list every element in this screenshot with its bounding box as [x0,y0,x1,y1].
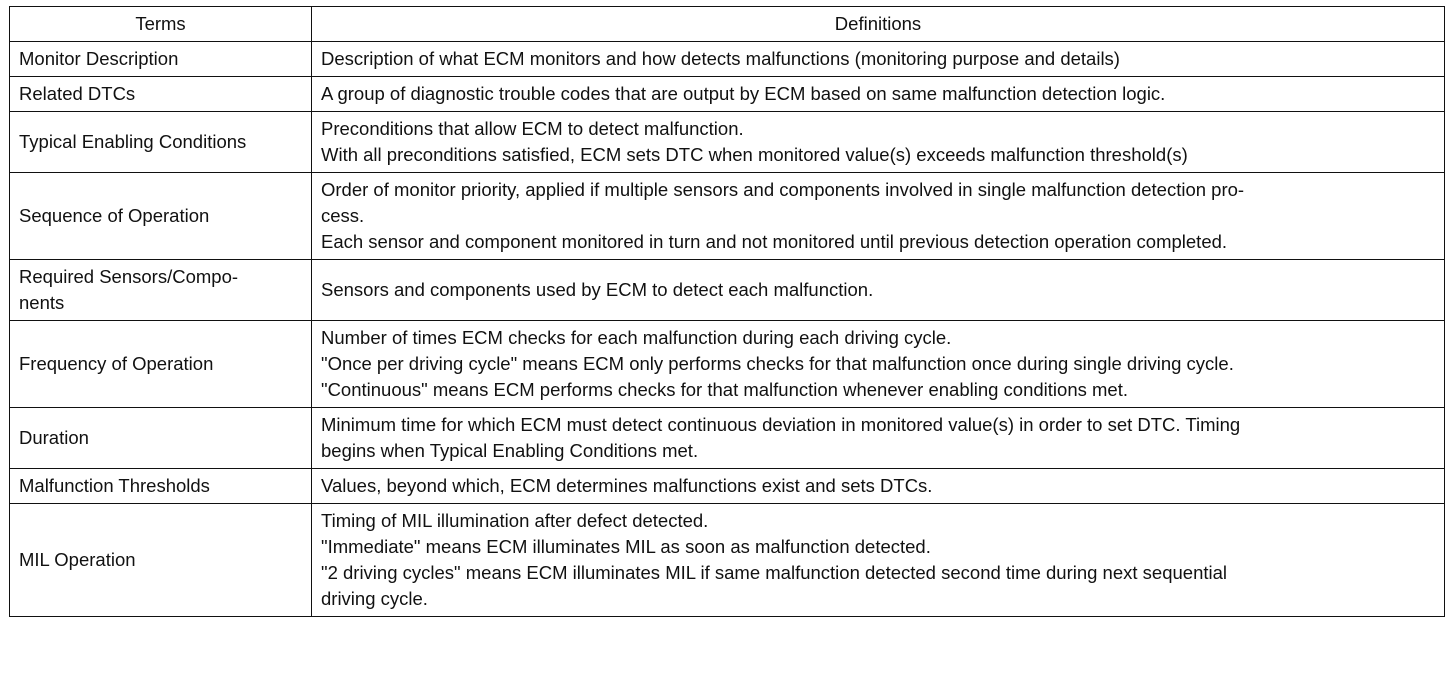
term-cell: MIL Operation [10,504,312,617]
definition-line: Values, beyond which, ECM determines malfunctions exist and sets DTCs. [321,475,933,496]
table-row [10,42,1445,77]
table-row [10,408,1445,469]
terms-definitions-table [9,6,1445,617]
term-line: Required Sensors/Compo- [19,266,239,287]
definition-line: A group of diagnostic trouble codes that are output by ECM based on same malfunction detection logic. [321,83,1166,104]
definition-cell [312,504,1445,617]
table-row [10,112,1445,173]
definition-line: Minimum time for which ECM must detect continuous deviation in monitored value(s) in order to set DTC. Timing [321,414,1241,435]
definition-cell [312,469,1445,504]
term-cell: Monitor Description [10,42,312,77]
header-terms: Terms [10,7,312,42]
term-cell: Related DTCs [10,77,312,112]
definition-line: Timing of MIL illumination after defect detected. [321,510,709,531]
definition-line: begins when Typical Enabling Conditions met. [321,440,699,461]
definition-line: With all preconditions satisfied, ECM sets DTC when monitored value(s) exceeds malfunction threshold(s) [321,144,1188,165]
table-row [10,77,1445,112]
definition-cell [312,77,1445,112]
definition-line: Sensors and components used by ECM to detect each malfunction. [321,279,874,300]
term-cell: Sequence of Operation [10,173,312,260]
definition-cell [312,112,1445,173]
table-row [10,173,1445,260]
table-row [10,504,1445,617]
term-cell: Duration [10,408,312,469]
definition-cell [312,42,1445,77]
definition-line: "2 driving cycles" means ECM illuminates MIL if same malfunction detected second time during next sequential [321,562,1228,583]
term-cell: Malfunction Thresholds [10,469,312,504]
definition-cell [312,408,1445,469]
definition-line: Number of times ECM checks for each malfunction during each driving cycle. [321,327,952,348]
table-header-row [10,7,1445,42]
definition-cell [312,173,1445,260]
definition-line: Order of monitor priority, applied if multiple sensors and components involved in single malfunction detection pro- [321,179,1245,200]
term-cell: Frequency of Operation [10,321,312,408]
term-line: nents [19,292,65,313]
table-row [10,260,1445,321]
term-cell: Typical Enabling Conditions [10,112,312,173]
definition-line: "Continuous" means ECM performs checks for that malfunction whenever enabling conditions met. [321,379,1128,400]
header-definitions: Definitions [312,7,1445,42]
definition-cell [312,321,1445,408]
definition-cell [312,260,1445,321]
definition-line: cess. [321,205,365,226]
definition-line: Preconditions that allow ECM to detect malfunction. [321,118,744,139]
definition-line: Each sensor and component monitored in turn and not monitored until previous detection operation completed. [321,231,1228,252]
table-row [10,321,1445,408]
definition-line: driving cycle. [321,588,428,609]
definition-line: "Once per driving cycle" means ECM only performs checks for that malfunction once during single driving cycle. [321,353,1234,374]
definition-line: Description of what ECM monitors and how detects malfunctions (monitoring purpose and details) [321,48,1120,69]
definition-line: "Immediate" means ECM illuminates MIL as soon as malfunction detected. [321,536,931,557]
table-row [10,469,1445,504]
term-cell [10,260,312,321]
